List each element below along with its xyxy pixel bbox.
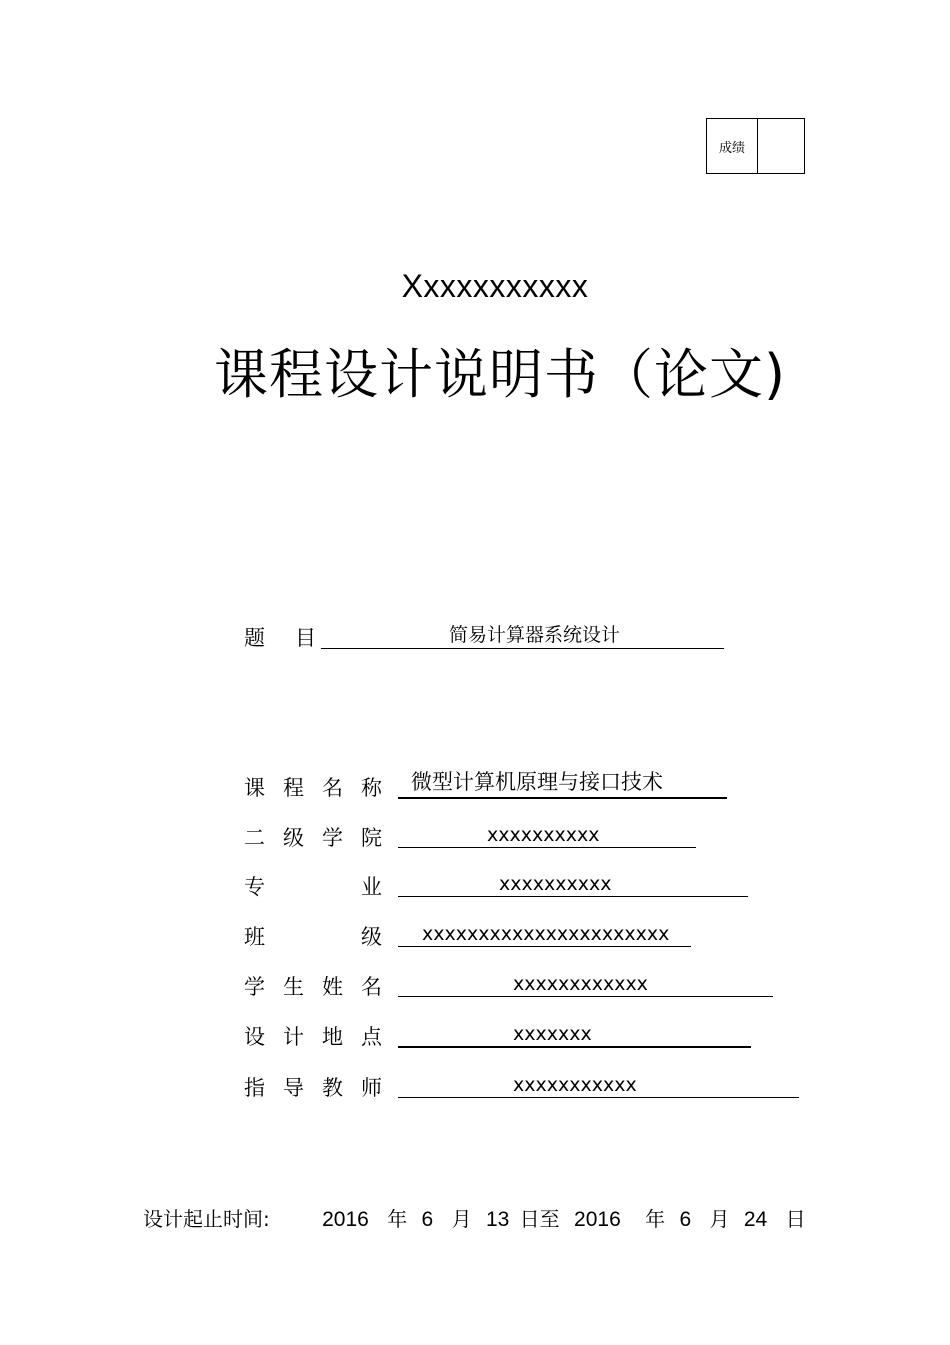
design-location-field	[398, 1020, 751, 1048]
major-value: xxxxxxxxxx	[499, 873, 612, 895]
design-period-label: 设计起止时间:	[143, 1207, 270, 1231]
course-name-value: 微型计算机原理与接口技术	[411, 770, 663, 794]
end-month: 6	[679, 1208, 692, 1231]
end-year: 2016	[574, 1208, 621, 1231]
class-field	[398, 920, 691, 947]
start-day: 13	[485, 1208, 510, 1231]
grade-value	[758, 119, 804, 173]
year-char: 年	[387, 1207, 408, 1231]
design-location-label: 设 计 地 点	[244, 1025, 382, 1049]
start-year: 2016	[322, 1208, 369, 1231]
student-name-label: 学 生 姓 名	[244, 975, 382, 999]
school-name: Xxxxxxxxxxx	[401, 268, 589, 304]
topic-field	[321, 622, 724, 649]
grade-box	[706, 118, 805, 174]
month-char: 月	[451, 1207, 472, 1231]
topic-value: 简易计算器系统设计	[449, 624, 621, 646]
college-value: xxxxxxxxxx	[487, 824, 600, 846]
end-day: 24	[743, 1208, 768, 1231]
grade-label: 成绩	[707, 119, 758, 173]
student-name-field	[398, 970, 773, 997]
advisor-label: 指 导 教 师	[244, 1076, 382, 1100]
topic-label-char: 目	[295, 626, 316, 650]
college-label: 二 级 学 院	[244, 826, 382, 850]
day-char: 日	[785, 1207, 806, 1231]
course-name-field	[398, 771, 727, 799]
document-title: 课程设计说明书（论文)	[213, 343, 787, 406]
major-field	[398, 870, 748, 897]
start-month: 6	[421, 1208, 434, 1231]
topic-label-char: 题	[244, 626, 265, 650]
student-name-value: xxxxxxxxxxxx	[513, 973, 648, 995]
month-char: 月	[709, 1207, 730, 1231]
college-field	[398, 821, 696, 848]
design-period	[143, 1203, 806, 1232]
topic-label	[244, 622, 316, 652]
course-name-label: 课 程 名 称	[244, 776, 382, 800]
major-label: 专 业	[244, 875, 382, 899]
class-label: 班 级	[244, 925, 382, 949]
class-value: xxxxxxxxxxxxxxxxxxxxxx	[422, 923, 670, 945]
advisor-value: xxxxxxxxxxx	[513, 1074, 637, 1096]
advisor-field	[398, 1071, 799, 1098]
design-location-value: xxxxxxx	[513, 1023, 592, 1045]
day-to: 日至	[519, 1207, 560, 1231]
year-char: 年	[645, 1207, 666, 1231]
